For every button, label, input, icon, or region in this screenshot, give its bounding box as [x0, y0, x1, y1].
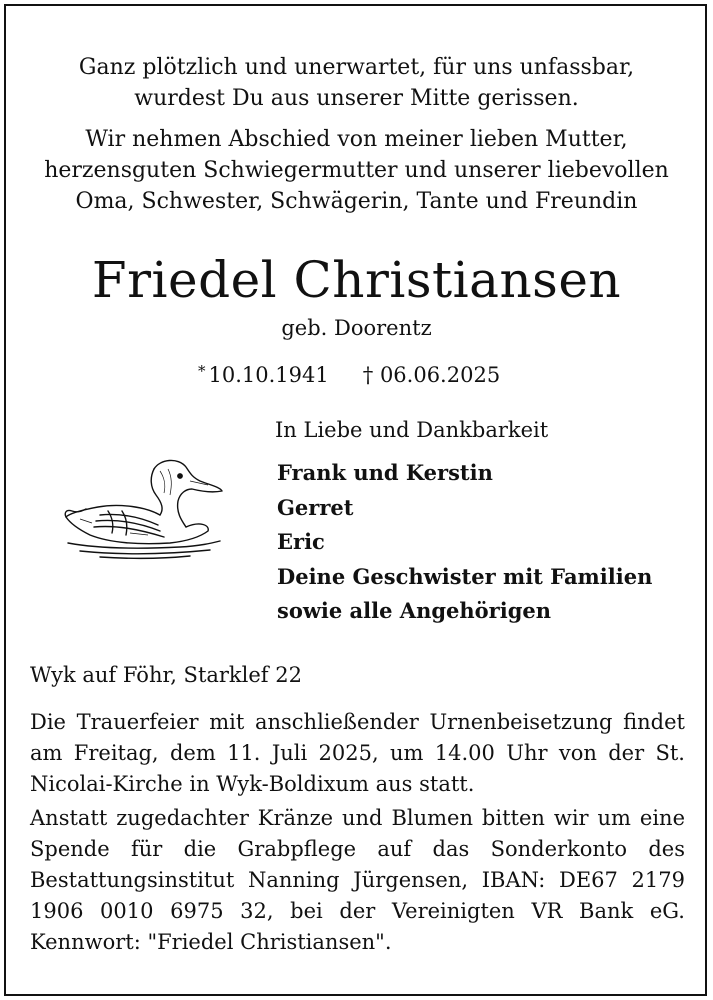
mourner-address: Wyk auf Föhr, Starklef 22: [30, 663, 302, 687]
deceased-name: Friedel Christiansen: [91, 251, 622, 309]
mourners-list: [277, 456, 652, 629]
death-symbol: †: [362, 363, 374, 387]
duck-icon: [60, 455, 225, 560]
birth-date: 10.10.1941: [208, 363, 329, 387]
ceremony-text: Die Trauerfeier mit anschließender Urnenbeisetzung findet am Freitag, dem 11. Juli 2025, um 14.00 Uhr von der St. Nicolai-Kirche in Wyk-Boldixum aus statt.: [30, 710, 685, 796]
farewell-line: Oma, Schwester, Schwägerin, Tante und Freundin: [75, 189, 638, 214]
mourner-name: Deine Geschwister mit Familien: [277, 563, 653, 589]
intro-line: wurdest Du aus unserer Mitte gerissen.: [134, 86, 579, 111]
farewell-line: Wir nehmen Abschied von meiner lieben Mutter,: [85, 127, 628, 152]
donation-text: Anstatt zugedachter Kränze und Blumen bitten wir um eine Spende für die Grabpflege auf das Sonderkonto des Bestattungsinstitut Nanning Jürgensen, IBAN: DE67 2179 1906 0010 6975 32, bei der Vereinigten VR Bank eG. Kennwort: "Friedel Christiansen".: [30, 806, 685, 954]
farewell-line: herzensguten Schwiegermutter und unserer liebevollen: [44, 158, 669, 183]
mourner-name: Eric: [277, 529, 325, 554]
mourner-name: Gerret: [277, 494, 354, 520]
death-date: 06.06.2025: [379, 363, 501, 387]
birth-symbol: *: [198, 362, 206, 380]
mourner-name: sowie alle Angehörigen: [277, 598, 552, 623]
birth-name: geb. Doorentz: [281, 316, 432, 340]
signature-intro: In Liebe und Dankbarkeit: [275, 418, 549, 442]
farewell-text: [0, 124, 713, 217]
intro-line: Ganz plötzlich und unerwartet, für uns unfassbar,: [78, 55, 635, 80]
intro-text: [0, 52, 713, 114]
life-dates: [198, 362, 500, 387]
mourner-name: Frank und Kerstin: [277, 460, 493, 485]
